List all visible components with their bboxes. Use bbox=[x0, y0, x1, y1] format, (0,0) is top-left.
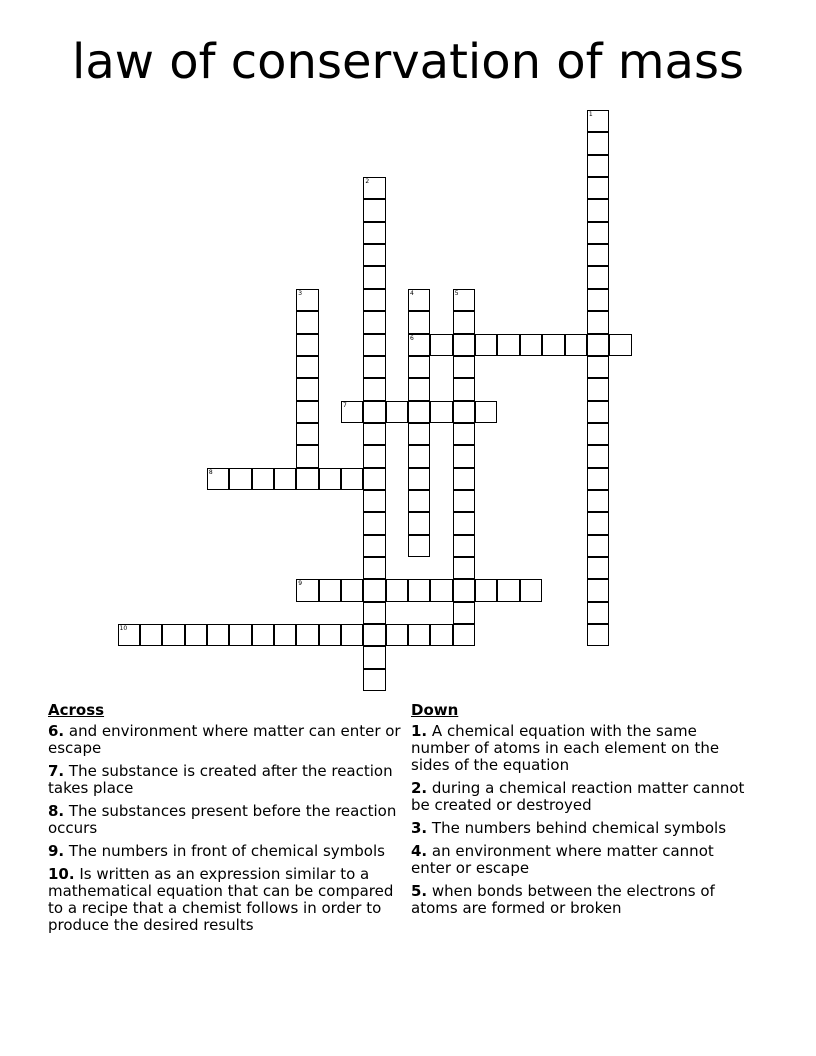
grid-cell[interactable] bbox=[430, 401, 452, 423]
grid-cell[interactable] bbox=[319, 579, 341, 601]
grid-cell[interactable] bbox=[587, 132, 609, 154]
grid-cell[interactable] bbox=[453, 445, 475, 467]
puzzle-title: law of conservation of mass bbox=[72, 34, 744, 90]
grid-cell[interactable] bbox=[565, 334, 587, 356]
grid-cell[interactable] bbox=[587, 199, 609, 221]
grid-cell[interactable] bbox=[408, 334, 430, 356]
cell-number: 1 bbox=[588, 111, 593, 118]
grid-cell[interactable] bbox=[341, 624, 363, 646]
grid-cell[interactable] bbox=[408, 579, 430, 601]
down-clues bbox=[411, 702, 756, 923]
grid-cell[interactable] bbox=[363, 445, 385, 467]
grid-cell[interactable] bbox=[587, 155, 609, 177]
grid-cell[interactable] bbox=[319, 468, 341, 490]
grid-cell[interactable] bbox=[341, 579, 363, 601]
clue-number: 8. bbox=[48, 802, 65, 820]
grid-cell[interactable] bbox=[363, 266, 385, 288]
clue-down-4 bbox=[411, 843, 756, 877]
grid-cell[interactable] bbox=[207, 468, 229, 490]
clue-text: The substance is created after the reaction takes place bbox=[48, 762, 393, 797]
grid-cell[interactable] bbox=[363, 669, 385, 691]
grid-cell[interactable] bbox=[453, 602, 475, 624]
grid-cell[interactable] bbox=[363, 602, 385, 624]
grid-cell[interactable] bbox=[453, 512, 475, 534]
grid-cell[interactable] bbox=[542, 334, 564, 356]
grid-cell[interactable] bbox=[453, 311, 475, 333]
grid-cell[interactable] bbox=[363, 579, 385, 601]
down-heading: Down bbox=[411, 701, 459, 719]
clue-across-9 bbox=[48, 843, 406, 860]
grid-cell[interactable] bbox=[587, 535, 609, 557]
grid-cell[interactable] bbox=[453, 378, 475, 400]
grid-cell[interactable] bbox=[587, 311, 609, 333]
grid-cell[interactable] bbox=[363, 378, 385, 400]
grid-cell[interactable] bbox=[587, 266, 609, 288]
grid-cell[interactable] bbox=[453, 334, 475, 356]
grid-cell[interactable] bbox=[296, 289, 318, 311]
grid-cell[interactable] bbox=[408, 445, 430, 467]
across-clues bbox=[48, 702, 406, 940]
clue-number: 1. bbox=[411, 722, 428, 740]
grid-cell[interactable] bbox=[587, 445, 609, 467]
clue-text: The substances present before the reaction occurs bbox=[48, 802, 397, 837]
grid-cell[interactable] bbox=[587, 289, 609, 311]
grid-cell[interactable] bbox=[185, 624, 207, 646]
grid-cell[interactable] bbox=[587, 624, 609, 646]
clue-number: 6. bbox=[48, 722, 65, 740]
grid-cell[interactable] bbox=[162, 624, 184, 646]
grid-cell[interactable] bbox=[252, 624, 274, 646]
grid-cell[interactable] bbox=[386, 401, 408, 423]
clue-number: 2. bbox=[411, 779, 428, 797]
clue-across-7 bbox=[48, 763, 406, 797]
grid-cell[interactable] bbox=[587, 512, 609, 534]
grid-cell[interactable] bbox=[363, 646, 385, 668]
grid-cell[interactable] bbox=[587, 244, 609, 266]
grid-cell[interactable] bbox=[341, 468, 363, 490]
grid-cell[interactable] bbox=[430, 579, 452, 601]
grid-cell[interactable] bbox=[296, 624, 318, 646]
grid-cell[interactable] bbox=[430, 334, 452, 356]
cell-number: 9 bbox=[298, 580, 303, 588]
grid-cell[interactable] bbox=[587, 401, 609, 423]
grid-cell[interactable] bbox=[408, 512, 430, 534]
grid-cell[interactable] bbox=[520, 579, 542, 601]
clue-down-1 bbox=[411, 723, 756, 774]
grid-cell[interactable] bbox=[363, 401, 385, 423]
grid-cell[interactable] bbox=[497, 579, 519, 601]
clue-down-5 bbox=[411, 883, 756, 917]
grid-cell[interactable] bbox=[363, 557, 385, 579]
cell-number: 8 bbox=[208, 468, 213, 476]
clue-text: an environment where matter cannot enter or escape bbox=[411, 842, 714, 877]
grid-cell[interactable] bbox=[587, 177, 609, 199]
grid-cell[interactable] bbox=[363, 490, 385, 512]
grid-cell[interactable] bbox=[363, 423, 385, 445]
grid-cell[interactable] bbox=[408, 356, 430, 378]
grid-cell[interactable] bbox=[408, 535, 430, 557]
across-heading: Across bbox=[48, 701, 105, 719]
cell-number: 10 bbox=[119, 625, 128, 633]
grid-cell[interactable] bbox=[520, 334, 542, 356]
grid-cell[interactable] bbox=[296, 401, 318, 423]
clue-text: A chemical equation with the same number of atoms in each element on the sides of the equation bbox=[411, 722, 720, 774]
grid-cell[interactable] bbox=[587, 110, 609, 132]
grid-cell[interactable] bbox=[386, 579, 408, 601]
grid-cell[interactable] bbox=[587, 222, 609, 244]
grid-cell[interactable] bbox=[252, 468, 274, 490]
grid-cell[interactable] bbox=[408, 401, 430, 423]
grid-cell[interactable] bbox=[475, 334, 497, 356]
clue-down-2 bbox=[411, 780, 756, 814]
grid-cell[interactable] bbox=[587, 602, 609, 624]
cell-number: 5 bbox=[454, 289, 459, 297]
clue-across-8 bbox=[48, 803, 406, 837]
clue-number: 3. bbox=[411, 819, 428, 837]
grid-cell[interactable] bbox=[609, 334, 631, 356]
grid-cell[interactable] bbox=[363, 244, 385, 266]
grid-cell[interactable] bbox=[229, 468, 251, 490]
grid-cell[interactable] bbox=[497, 334, 519, 356]
grid-cell[interactable] bbox=[408, 378, 430, 400]
grid-cell[interactable] bbox=[296, 445, 318, 467]
grid-cell[interactable] bbox=[296, 579, 318, 601]
clue-text: and environment where matter can enter or escape bbox=[48, 722, 401, 757]
grid-cell[interactable] bbox=[408, 311, 430, 333]
grid-cell[interactable] bbox=[408, 289, 430, 311]
clue-down-3 bbox=[411, 820, 756, 837]
grid-cell[interactable] bbox=[453, 535, 475, 557]
cell-number: 7 bbox=[343, 401, 347, 409]
grid-cell[interactable] bbox=[587, 378, 609, 400]
clue-number: 7. bbox=[48, 762, 65, 780]
grid-cell[interactable] bbox=[363, 334, 385, 356]
grid-cell[interactable] bbox=[587, 557, 609, 579]
grid-cell[interactable] bbox=[453, 490, 475, 512]
clue-across-10 bbox=[48, 866, 406, 934]
grid-cell[interactable] bbox=[408, 490, 430, 512]
grid-cell[interactable] bbox=[363, 535, 385, 557]
grid-cell[interactable] bbox=[363, 222, 385, 244]
grid-cell[interactable] bbox=[296, 334, 318, 356]
clue-text: The numbers in front of chemical symbols bbox=[64, 842, 385, 860]
clue-number: 10. bbox=[48, 865, 75, 883]
clue-across-6 bbox=[48, 723, 406, 757]
grid-cell[interactable] bbox=[453, 624, 475, 646]
grid-cell[interactable] bbox=[453, 401, 475, 423]
grid-cell[interactable] bbox=[386, 624, 408, 646]
clue-number: 5. bbox=[411, 882, 428, 900]
grid-cell[interactable] bbox=[296, 356, 318, 378]
grid-cell[interactable] bbox=[118, 624, 140, 646]
grid-cell[interactable] bbox=[430, 624, 452, 646]
grid-cell[interactable] bbox=[587, 490, 609, 512]
grid-cell[interactable] bbox=[363, 624, 385, 646]
grid-cell[interactable] bbox=[453, 579, 475, 601]
grid-cell[interactable] bbox=[587, 423, 609, 445]
grid-cell[interactable] bbox=[453, 423, 475, 445]
grid-cell[interactable] bbox=[296, 378, 318, 400]
grid-cell[interactable] bbox=[296, 423, 318, 445]
cell-number: 6 bbox=[410, 334, 414, 342]
grid-cell[interactable] bbox=[363, 289, 385, 311]
grid-cell[interactable] bbox=[587, 468, 609, 490]
grid-cell[interactable] bbox=[363, 468, 385, 490]
clue-text: during a chemical reaction matter cannot be created or destroyed bbox=[411, 779, 745, 814]
grid-cell[interactable] bbox=[274, 624, 296, 646]
grid-cell[interactable] bbox=[363, 512, 385, 534]
grid-cell[interactable] bbox=[296, 311, 318, 333]
grid-cell[interactable] bbox=[587, 334, 609, 356]
grid-cell[interactable] bbox=[587, 579, 609, 601]
clue-number: 9. bbox=[48, 842, 65, 860]
grid-cell[interactable] bbox=[453, 289, 475, 311]
cell-number: 3 bbox=[298, 289, 303, 297]
grid-cell[interactable] bbox=[296, 468, 318, 490]
clue-text: when bonds between the electrons of atoms are formed or broken bbox=[411, 882, 715, 917]
grid-cell[interactable] bbox=[363, 311, 385, 333]
grid-cell[interactable] bbox=[207, 624, 229, 646]
grid-cell[interactable] bbox=[140, 624, 162, 646]
grid-cell[interactable] bbox=[274, 468, 296, 490]
grid-cell[interactable] bbox=[475, 401, 497, 423]
clue-text: The numbers behind chemical symbols bbox=[427, 819, 727, 837]
grid-cell[interactable] bbox=[319, 624, 341, 646]
cell-number: 2 bbox=[365, 178, 370, 186]
grid-cell[interactable] bbox=[453, 356, 475, 378]
grid-cell[interactable] bbox=[587, 356, 609, 378]
grid-cell[interactable] bbox=[408, 423, 430, 445]
cell-number: 4 bbox=[410, 289, 414, 297]
grid-cell[interactable] bbox=[453, 468, 475, 490]
grid-cell[interactable] bbox=[408, 624, 430, 646]
grid-cell[interactable] bbox=[408, 468, 430, 490]
grid-cell[interactable] bbox=[475, 579, 497, 601]
grid-cell[interactable] bbox=[363, 199, 385, 221]
grid-cell[interactable] bbox=[341, 401, 363, 423]
grid-cell[interactable] bbox=[363, 356, 385, 378]
grid-cell[interactable] bbox=[363, 177, 385, 199]
clue-number: 4. bbox=[411, 842, 428, 860]
grid-cell[interactable] bbox=[453, 557, 475, 579]
clue-text: Is written as an expression similar to a mathematical equation that can be compared to a recipe that a chemist follows in order to produce the desired results bbox=[48, 865, 394, 934]
grid-cell[interactable] bbox=[229, 624, 251, 646]
